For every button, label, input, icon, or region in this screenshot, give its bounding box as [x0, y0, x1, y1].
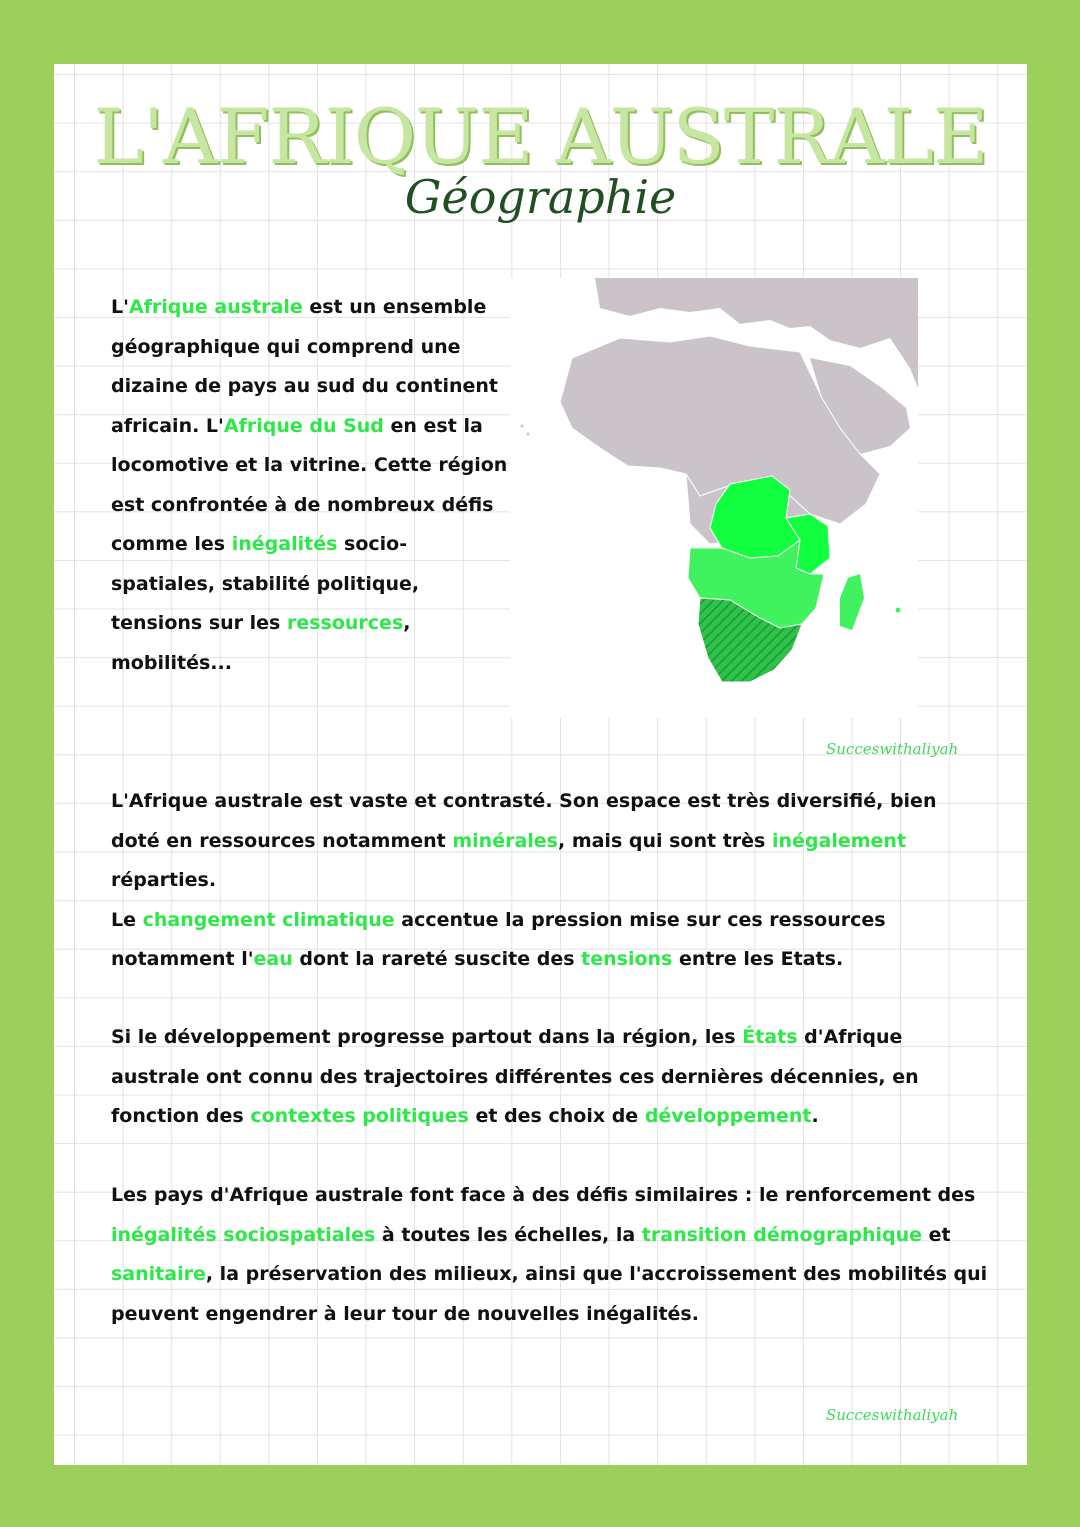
para-text: d'Afrique australe ont connu des trajectoires différentes ces dernières décennies, en fonction des	[111, 1026, 919, 1127]
intro-text: , mobilités...	[111, 612, 411, 674]
para-text: , mais qui sont très	[557, 829, 772, 852]
highlight: inégalement	[771, 829, 907, 852]
highlight: développement	[644, 1105, 812, 1127]
highlight: changement climatique	[142, 908, 395, 931]
signature-watermark: Succeswithaliyah	[826, 1406, 959, 1424]
highlight: transition démographique	[641, 1223, 923, 1246]
para-text: accentue la pression mise sur ces ressources notamment l'	[111, 908, 886, 970]
page-subtitle: Géographie	[404, 170, 677, 224]
paragraph-resources	[111, 782, 991, 980]
highlight: ressources	[286, 612, 404, 634]
africa-map-icon	[510, 278, 918, 718]
para-text: dont la rareté suscite des	[292, 948, 582, 970]
para-text: réparties.	[111, 869, 217, 891]
note-sheet	[54, 64, 1027, 1465]
para-text: à toutes les échelles, la	[375, 1223, 642, 1246]
highlight: contextes politiques	[250, 1105, 469, 1127]
highlight: États	[742, 1026, 798, 1048]
para-text: et des choix de	[468, 1105, 645, 1127]
signature-watermark: Succeswithaliyah	[826, 740, 959, 758]
para-text: et	[922, 1223, 951, 1246]
highlight: minérales	[452, 829, 558, 852]
para-text: L'Afrique australe est vaste et contrasté. Son espace est très diversifié, bien doté en ressources notamment	[111, 790, 937, 852]
paragraph-development	[111, 1018, 991, 1137]
page-title: L'AFRIQUE AUSTRALE	[93, 92, 988, 181]
para-text: entre les Etats.	[672, 948, 844, 970]
highlight: inégalités	[231, 533, 338, 555]
para-text: , la préservation des milieux, ainsi que l'accroissement des mobilités qui peuvent engendrer à leur tour de nouvelles inégalités.	[111, 1263, 988, 1325]
intro-text: L'	[111, 296, 129, 318]
highlight: Afrique du Sud	[223, 414, 384, 437]
intro-paragraph	[111, 288, 511, 683]
para-text: .	[811, 1105, 819, 1127]
para-text: Le	[111, 908, 143, 931]
highlight: tensions	[581, 948, 673, 970]
highlight: eau	[253, 948, 293, 970]
highlight: Afrique australe	[128, 296, 303, 318]
intro-text: en est la locomotive et la vitrine. Cette région est confrontée à de nombreux défis comme les	[111, 414, 508, 555]
highlight: sanitaire	[111, 1263, 206, 1285]
intro-text: est un ensemble géographique qui comprend une dizaine de pays au sud du continent africain. L'	[111, 296, 498, 437]
para-text: Les pays d'Afrique australe font face à des défis similaires : le renforcement des	[111, 1184, 976, 1206]
paragraph-challenges	[111, 1176, 991, 1334]
africa-map	[510, 278, 918, 718]
para-text: Si le développement progresse partout dans la région, les	[111, 1026, 743, 1048]
highlight: inégalités sociospatiales	[111, 1223, 376, 1246]
intro-text: socio-spatiales, stabilité politique, tensions sur les	[111, 533, 420, 634]
